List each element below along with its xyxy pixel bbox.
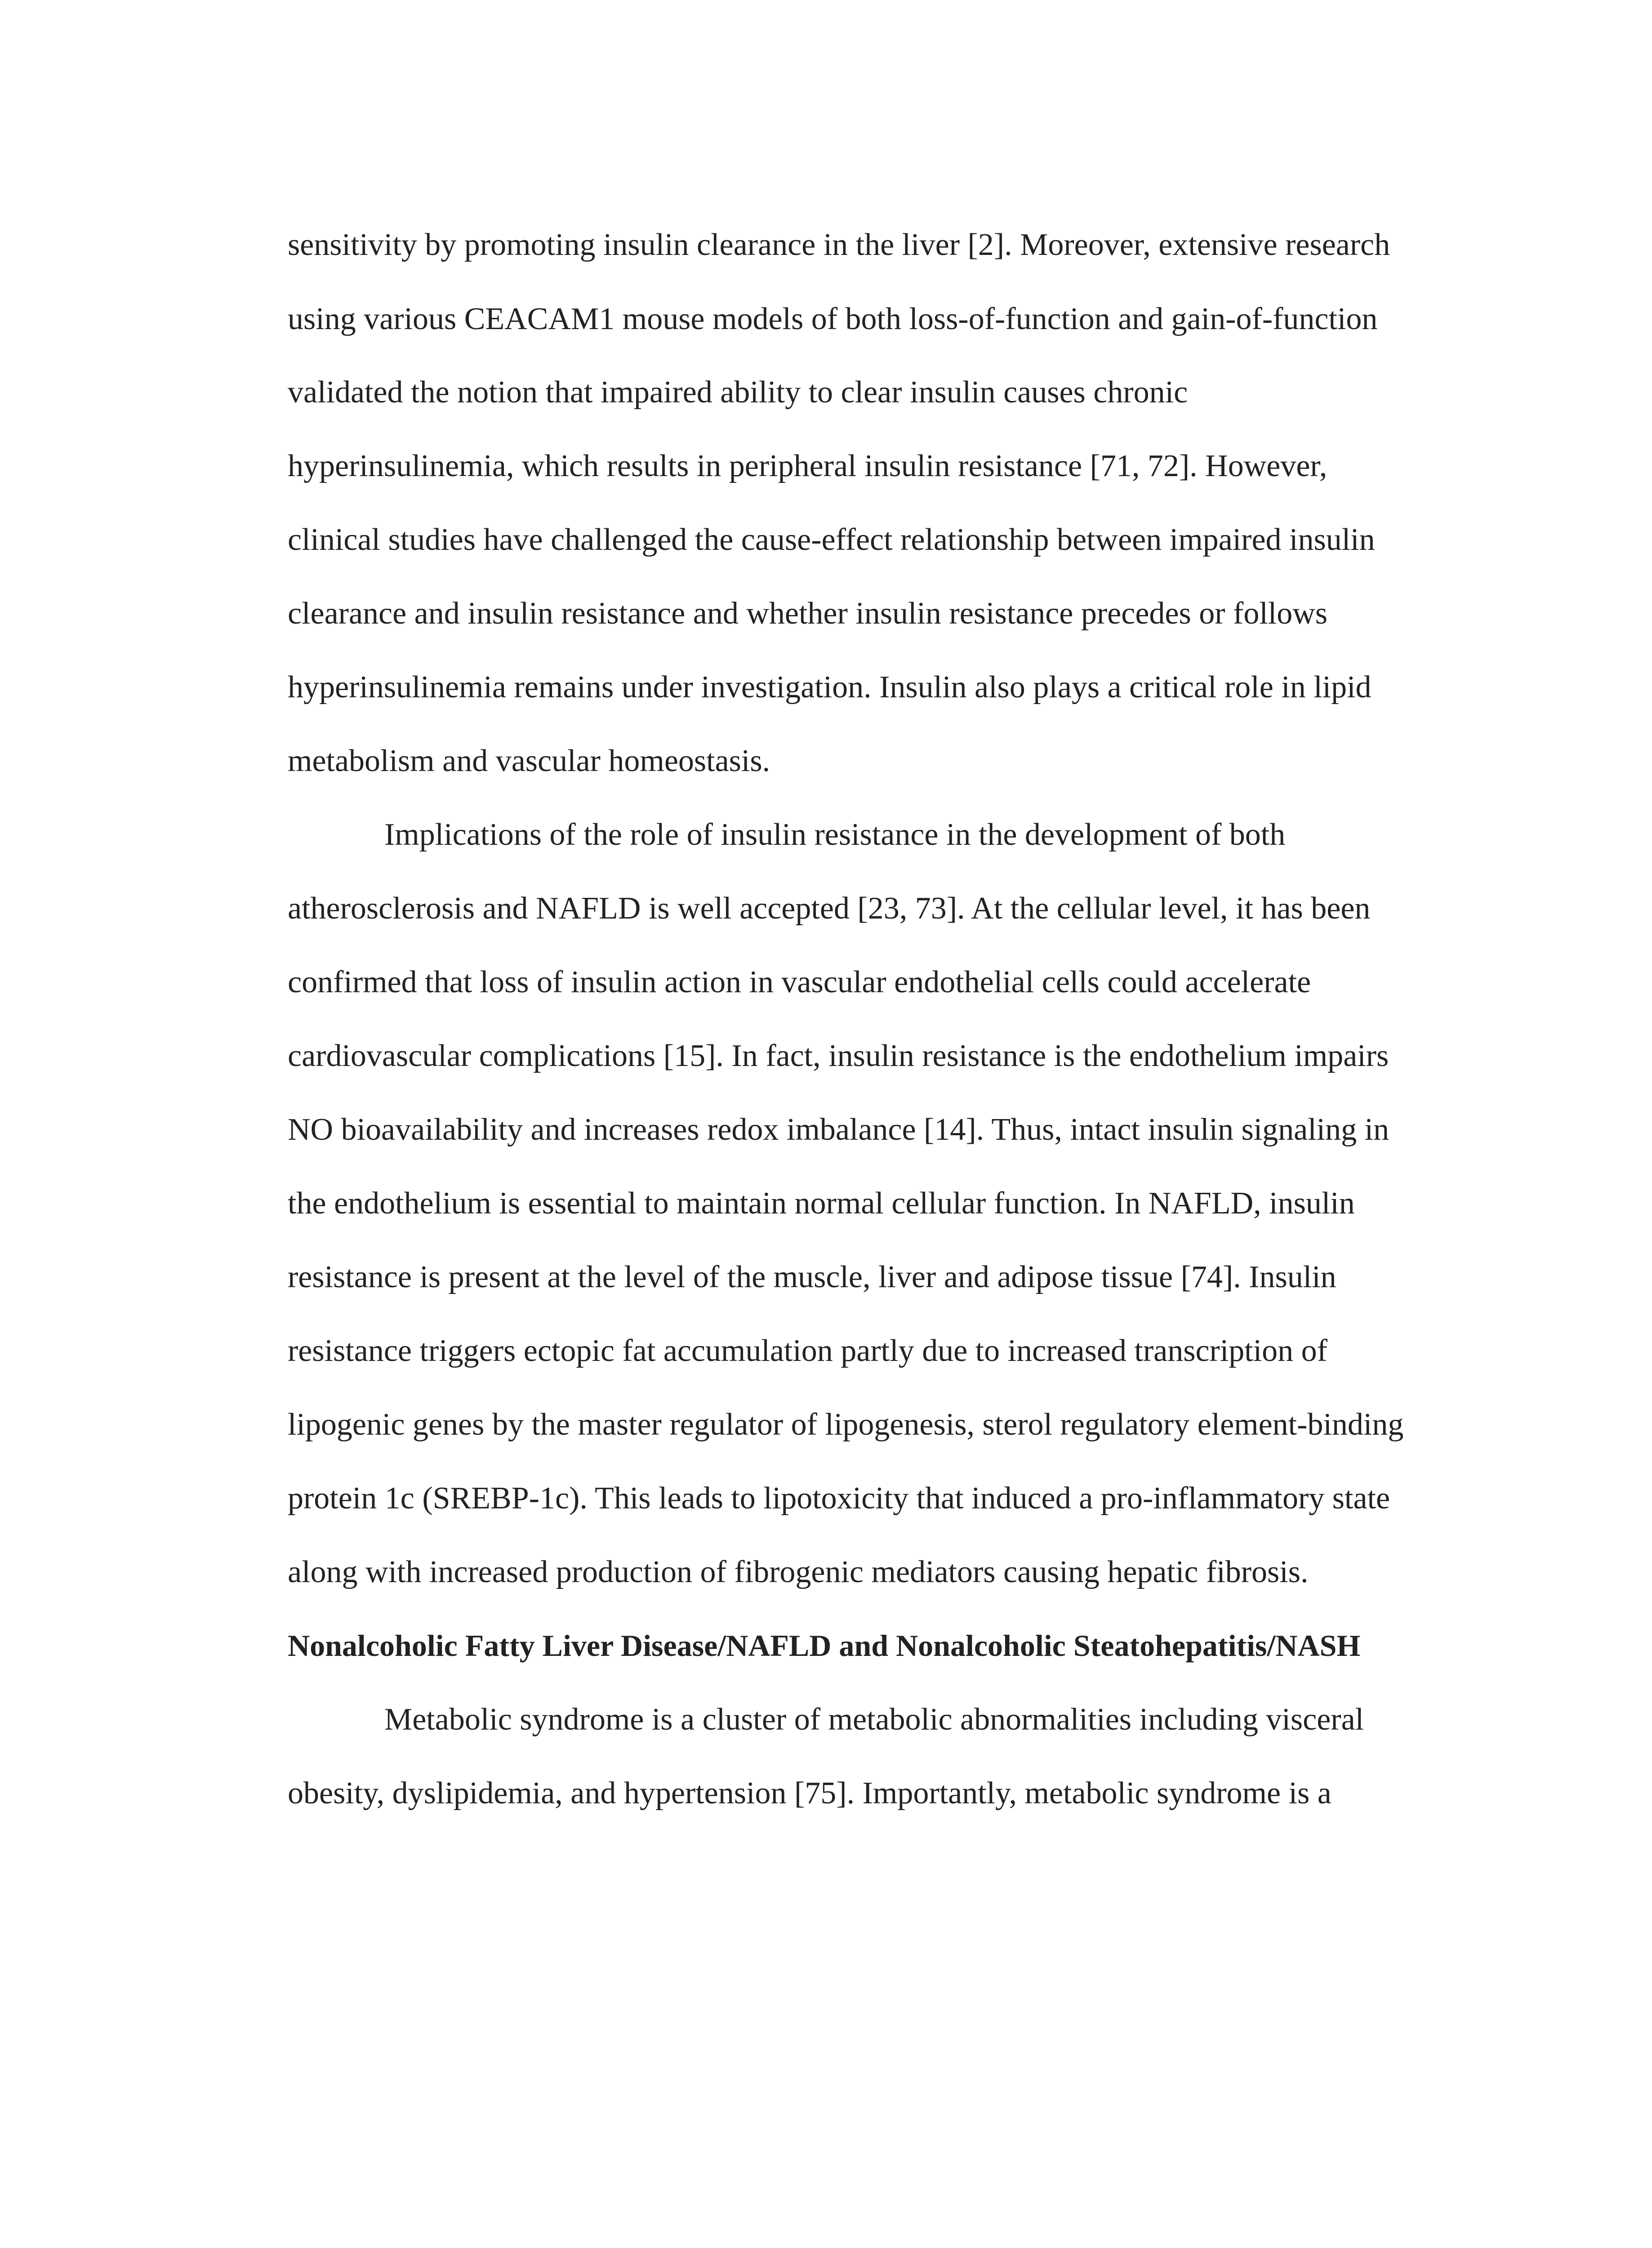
body-line: the endothelium is essential to maintain normal cellular function. In NAFLD, insulin	[288, 1186, 1355, 1221]
body-line: resistance is present at the level of the muscle, liver and adipose tissue [74]. Insulin	[288, 1260, 1336, 1294]
body-line: protein 1c (SREBP-1c). This leads to lipotoxicity that induced a pro-inflammatory state	[288, 1481, 1390, 1516]
body-line: obesity, dyslipidemia, and hypertension [75]. Importantly, metabolic syndrome is a	[288, 1776, 1331, 1811]
body-line: Metabolic syndrome is a cluster of metabolic abnormalities including visceral	[384, 1702, 1364, 1737]
body-line: Implications of the role of insulin resistance in the development of both	[384, 817, 1286, 852]
body-line: cardiovascular complications [15]. In fact, insulin resistance is the endothelium impairs	[288, 1039, 1389, 1073]
body-line: atherosclerosis and NAFLD is well accepted [23, 73]. At the cellular level, it has been	[288, 891, 1371, 926]
body-line: hyperinsulinemia remains under investigation. Insulin also plays a critical role in lipid	[288, 670, 1371, 705]
body-line: confirmed that loss of insulin action in vascular endothelial cells could accelerate	[288, 965, 1311, 999]
section-heading: Nonalcoholic Fatty Liver Disease/NAFLD and Nonalcoholic Steatohepatitis/NASH	[288, 1628, 1361, 1663]
body-line: lipogenic genes by the master regulator of lipogenesis, sterol regulatory element-binding	[288, 1407, 1404, 1442]
body-line: clinical studies have challenged the cause-effect relationship between impaired insulin	[288, 522, 1375, 557]
body-line: clearance and insulin resistance and whether insulin resistance precedes or follows	[288, 596, 1328, 631]
body-line: hyperinsulinemia, which results in peripheral insulin resistance [71, 72]. However,	[288, 449, 1327, 483]
body-line: validated the notion that impaired ability to clear insulin causes chronic	[288, 375, 1188, 410]
body-line: NO bioavailability and increases redox imbalance [14]. Thus, intact insulin signaling in	[288, 1112, 1389, 1147]
body-line: along with increased production of fibrogenic mediators causing hepatic fibrosis.	[288, 1555, 1309, 1589]
body-line: sensitivity by promoting insulin clearance in the liver [2]. Moreover, extensive research	[288, 227, 1390, 262]
body-line: metabolism and vascular homeostasis.	[288, 744, 770, 778]
body-line: resistance triggers ectopic fat accumulation partly due to increased transcription of	[288, 1334, 1327, 1368]
body-line: using various CEACAM1 mouse models of both loss-of-function and gain-of-function	[288, 302, 1378, 336]
